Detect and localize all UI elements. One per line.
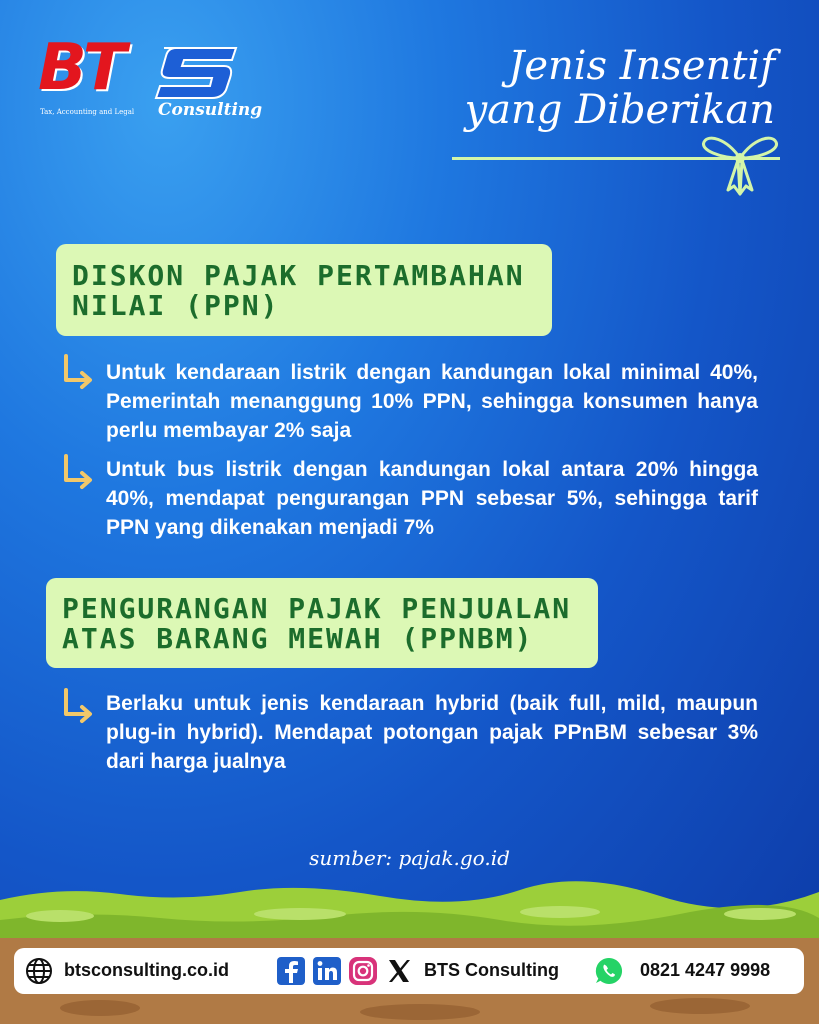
arrow-turn-right-icon bbox=[58, 452, 98, 492]
logo-s-mark bbox=[154, 42, 238, 102]
whatsapp-icon[interactable] bbox=[594, 956, 624, 986]
page-title bbox=[465, 44, 775, 132]
bts-logo bbox=[38, 31, 263, 128]
section-heading-line: DISKON PAJAK PERTAMBAHAN bbox=[72, 259, 525, 292]
source-credit: sumber: pajak.go.id bbox=[309, 846, 510, 870]
title-line-1: Jenis Insentif bbox=[508, 43, 775, 89]
ribbon-bow-icon bbox=[696, 128, 784, 198]
globe-icon bbox=[24, 956, 54, 986]
website-link[interactable]: btsconsulting.co.id bbox=[64, 960, 229, 980]
section-heading-line: NILAI (PPN) bbox=[72, 289, 280, 322]
phone-number[interactable]: 0821 4247 9998 bbox=[640, 960, 771, 980]
bullet-text: Untuk bus listrik dengan kandungan lokal antara 20% hingga 40%, mendapat pengurangan PPN sebesar 5%, sehingga tarif PPN yang dikenakan menjadi 7% bbox=[106, 458, 758, 539]
section-ppn-heading bbox=[56, 244, 552, 336]
facebook-icon[interactable] bbox=[276, 956, 306, 986]
social-handle: BTS Consulting bbox=[424, 960, 559, 980]
section-ppnbm-heading bbox=[46, 578, 598, 668]
arrow-turn-right-icon bbox=[58, 352, 98, 392]
x-icon[interactable] bbox=[384, 956, 414, 986]
logo-letters: BT bbox=[38, 31, 123, 105]
logo-consulting: Consulting bbox=[158, 100, 263, 120]
arrow-turn-right-icon bbox=[58, 686, 98, 726]
section-heading-line: PENGURANGAN PAJAK PENJUALAN bbox=[62, 592, 572, 625]
logo-tagline: Tax, Accounting and Legal bbox=[40, 108, 135, 116]
section-heading-line: ATAS BARANG MEWAH (PPNBM) bbox=[62, 622, 534, 655]
instagram-icon[interactable] bbox=[348, 956, 378, 986]
title-line-2: yang Diberikan bbox=[464, 87, 775, 133]
bullet-text: Untuk kendaraan listrik dengan kandungan lokal minimal 40%, Pemerintah menanggung 10% PPN, sehingga konsumen hanya perlu membayar 2% saja bbox=[106, 361, 758, 442]
bullet-text: Berlaku untuk jenis kendaraan hybrid (baik full, mild, maupun plug-in hybrid). Mendapat potongan pajak PPnBM sebesar 3% dari harga jualnya bbox=[106, 692, 758, 773]
contact-footer bbox=[14, 948, 804, 994]
linkedin-icon[interactable] bbox=[312, 956, 342, 986]
